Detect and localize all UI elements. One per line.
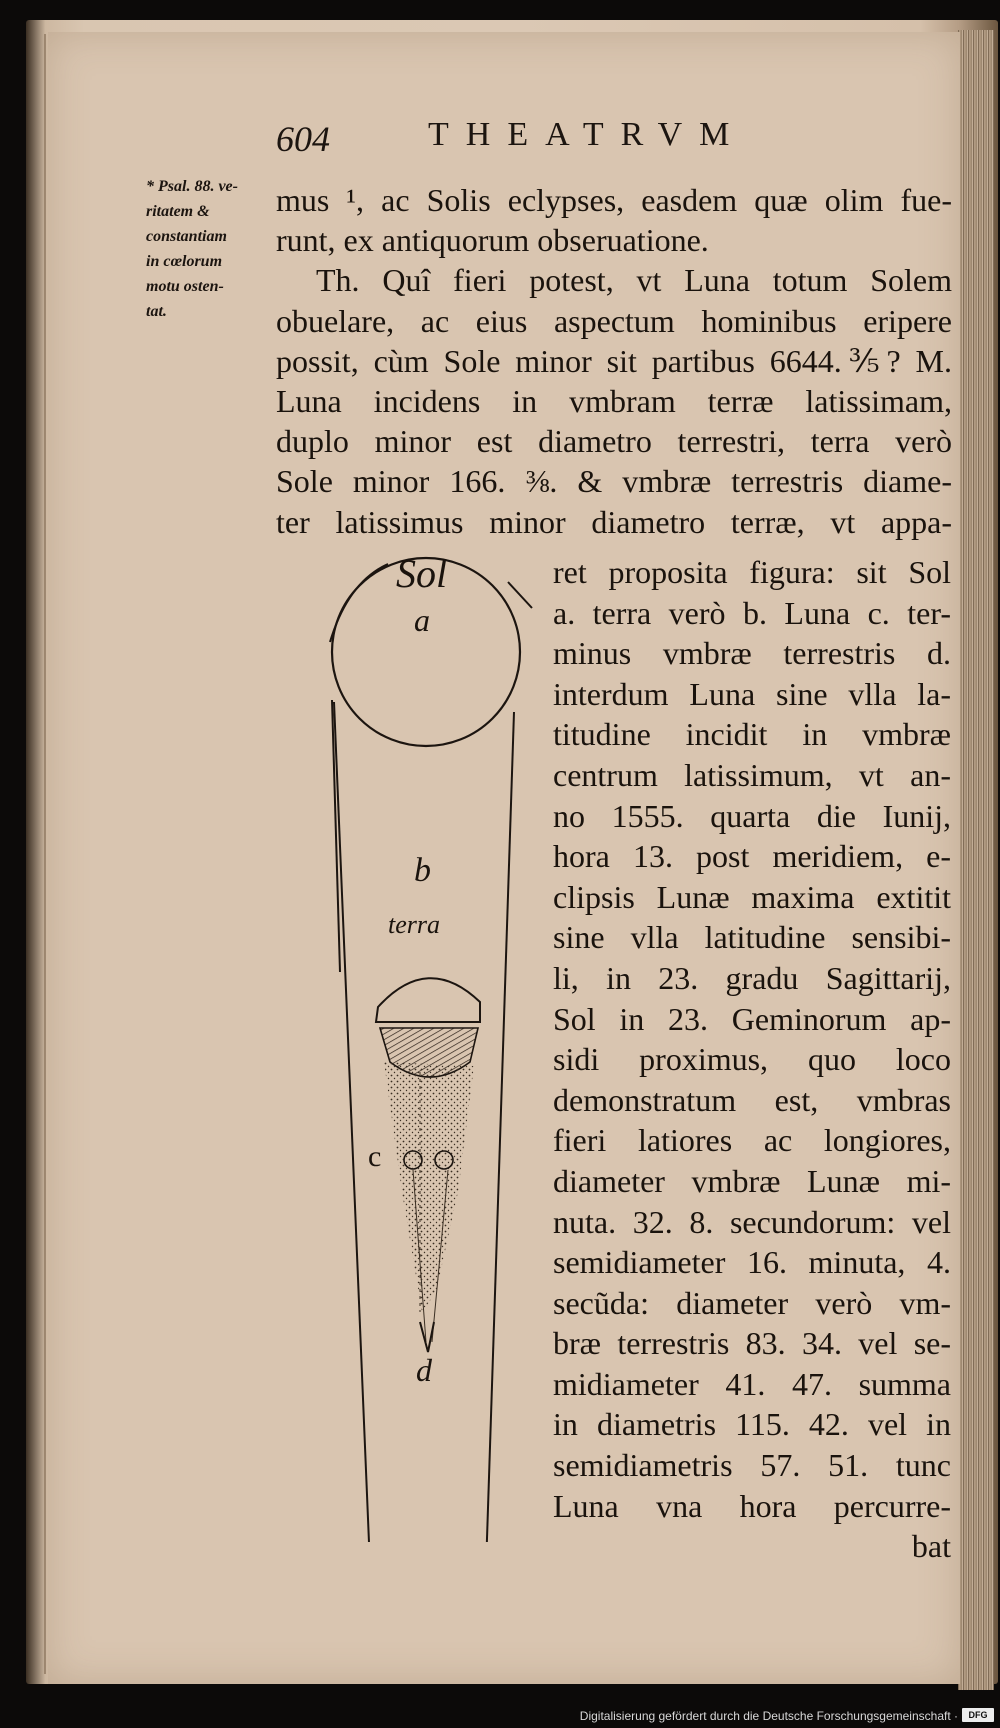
eclipse-diagram [318, 552, 550, 1542]
terra-label: terra [388, 910, 440, 939]
text-line: possit, cùm Sole minor sit partibus 6644.⅗? M. [276, 342, 952, 379]
running-head [48, 116, 960, 166]
column-text [553, 552, 951, 1567]
marginal-note [146, 174, 296, 324]
text-line: obuelare, ac eius aspectum hominibus eripere [276, 302, 952, 339]
text-line: secũda: diameter verò vm- [553, 1284, 951, 1321]
text-line: minus vmbræ terrestris d. [553, 635, 951, 672]
footer-credit: Digitalisierung gefördert durch die Deutsche Forschungsgemeinschaft · [579, 1709, 958, 1723]
marginal-note-line: in cœlorum [146, 253, 223, 270]
body-text [276, 180, 952, 542]
dfg-logo: DFG [962, 1708, 994, 1722]
text-line: diameter vmbræ Lunæ mi- [553, 1162, 951, 1199]
text-line: duplo minor est diametro terrestri, terra verò [276, 423, 952, 460]
umbra-tip [420, 1322, 434, 1352]
b-label: b [414, 852, 431, 889]
digitization-footer [0, 1706, 1000, 1728]
book-page [48, 32, 960, 1684]
text-line: nuta. 32. 8. secundorum: vel [553, 1203, 951, 1240]
marginal-note-line: tat. [146, 303, 167, 320]
marginal-note-line: * Psal. 88. ve- [146, 178, 238, 195]
text-line: runt, ex antiquorum obseruatione. [276, 222, 709, 259]
text-line: li, in 23. gradu Sagittarij, [553, 959, 951, 996]
text-line: ter latissimus minor diametro terræ, vt appa- [276, 503, 952, 540]
umbra-left-edge [334, 702, 380, 1542]
text-line: Sol in 23. Geminorum ap- [553, 1000, 951, 1037]
text-line: bat [911, 1528, 951, 1565]
text-line: bræ terrestris 83. 34. vel se- [553, 1325, 951, 1362]
marginal-note-line: ritatem & [146, 203, 210, 220]
text-line: Sole minor 166. ⅜. & vmbræ terrestris diame- [276, 463, 952, 500]
gutter-line [44, 34, 46, 1674]
text-line: a. terra verò b. Luna c. ter- [553, 594, 951, 631]
text-line: centrum latissimum, vt an- [553, 756, 951, 793]
text-line: demonstratum est, vmbras [553, 1081, 951, 1118]
umbra-dotted-region [384, 1062, 474, 1312]
text-line: hora 13. post meridiem, e- [553, 838, 951, 875]
text-line: sidi proximus, quo loco [553, 1041, 951, 1078]
earth-circle [376, 978, 480, 1022]
d-label: d [416, 1352, 432, 1388]
text-line: Th. Quî fieri potest, vt Luna totum Solem [316, 262, 952, 299]
text-line: in diametris 115. 42. vel in [553, 1406, 951, 1443]
marginal-note-line: constantiam [146, 228, 227, 245]
sun-flourish [330, 564, 388, 642]
text-line: semidiametris 57. 51. tunc [553, 1447, 951, 1484]
text-line: ret proposita figura: sit Sol [553, 554, 951, 590]
text-line: Luna vna hora percurre- [553, 1487, 951, 1524]
text-line: mus ¹, ac Solis eclypses, easdem quæ olim fue- [276, 182, 952, 218]
umbra-right-edge [478, 712, 514, 1542]
page-edges [958, 30, 994, 1690]
text-line: clipsis Lunæ maxima extitit [553, 878, 951, 915]
page-number: 604 [276, 119, 330, 159]
text-line: titudine incidit in vmbræ [553, 716, 951, 753]
text-line: fieri latiores ac longiores, [553, 1122, 951, 1159]
text-line: no 1555. quarta die Iunij, [553, 797, 951, 834]
text-line: semidiameter 16. minuta, 4. [553, 1244, 951, 1281]
sun-flourish [508, 582, 532, 608]
running-title: THEATRVM [428, 116, 747, 153]
text-line: Luna incidens in vmbram terræ latissimam, [276, 383, 952, 420]
marginal-note-line: motu osten- [146, 278, 224, 295]
sol-label: Sol [396, 551, 448, 596]
text-line: sine vlla latitudine sensibi- [553, 919, 951, 956]
eclipse-figure [318, 552, 550, 1542]
text-line: midiameter 41. 47. summa [553, 1365, 951, 1402]
text-line: interdum Luna sine vlla la- [553, 675, 951, 712]
a-label: a [414, 602, 430, 638]
c-label: c [368, 1140, 382, 1173]
